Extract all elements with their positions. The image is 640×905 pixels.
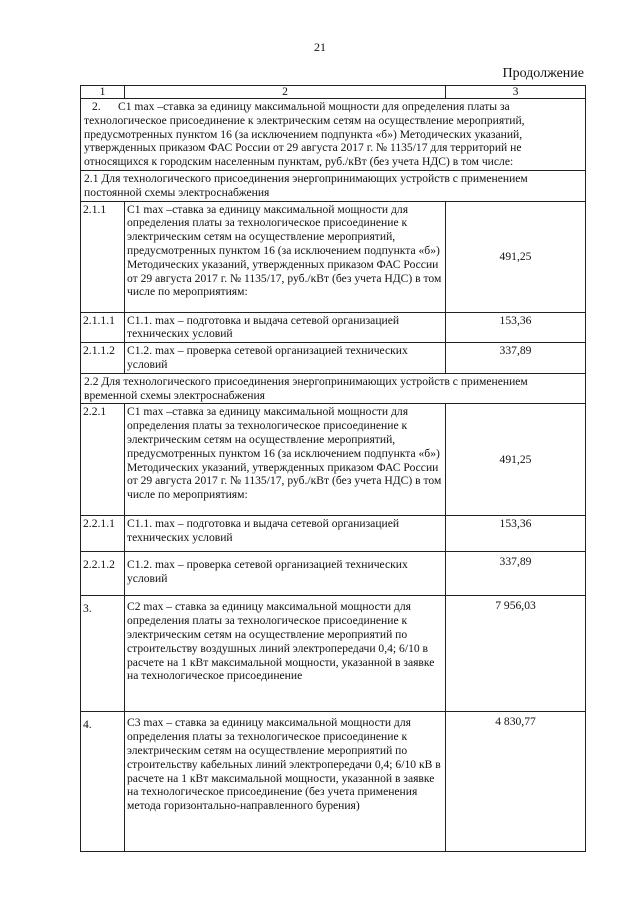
section-number: 2. [92, 100, 101, 113]
row-text: C2 max – ставка за единицу максимальной мощности для определения платы за технологическое присоединение к электрическим сетям на осуществление мероприятий по строительству воздушных линий электропередачи 0,4; 6/10 в расчете на 1 кВт максимальной мощности, указанной в заявке на технологическое присоединение [125, 596, 446, 712]
subsection-2-1-cell: 2.1 Для технологического присоединения энергопринимающих устройств с применением постоянной схемы электроснабжения [81, 170, 586, 201]
header-cell: 3 [446, 86, 586, 99]
row-text: C3 max – ставка за единицу максимальной мощности для определения платы за технологическое присоединение к электрическим сетям на осуществление мероприятий по строительству кабельных линий электропередачи 0,4; 6/10 кВ в расчете на 1 кВт максимальной мощности, указанной в заявке на технологическое присоединение (без учета применения метода горизонтально-направленного бурения) [125, 712, 446, 852]
row-text: C1.1. max – подготовка и выдача сетевой организацией технических условий [125, 516, 446, 552]
row-text: C1.2. max – проверка сетевой организацией технических условий [125, 552, 446, 596]
page-number: 21 [314, 40, 326, 54]
section-row [81, 99, 586, 171]
row-text: C1 max –ставка за единицу максимальной мощности для определения платы за технологическое присоединение к электрическим сетям на осуществление мероприятий, предусмотренных пунктом 16 (за исключением подпункта «б») Методических указаний, утвержденных приказом ФАС России от 29 августа 2017 г. № 1135/17, руб./кВт (без учета НДС) в том числе по мероприятиям: [125, 201, 446, 312]
row-text: C1.2. max – проверка сетевой организацией технических условий [125, 343, 446, 374]
row-text: C1.1. max – подготовка и выдача сетевой организацией технических условий [125, 312, 446, 343]
table-row [81, 404, 586, 516]
row-number: 2.2.1.2 [81, 552, 125, 596]
section-text: C1 max –ставка за единицу максимальной мощности для определения платы за технологическое присоединение к электрическим сетям на осуществление мероприятий, предусмотренных пунктом 16 (за исключением подпункта «б») Методических указаний, утвержденных приказом ФАС России от 29 августа 2017 г. № 1135/17 для территорий не относящихся к городским населенным пунктам, руб./кВт (без учета НДС) в том числе: [84, 100, 525, 169]
row-number: 2.2.1 [81, 404, 125, 516]
row-number: 2.1.1.2 [81, 343, 125, 374]
row-value: 337,89 [446, 343, 586, 374]
section-2-cell [81, 99, 586, 171]
row-number: 2.1.1.1 [81, 312, 125, 343]
subsection-2-2-cell: 2.2 Для технологического присоединения энергопринимающих устройств с применением временной схемы электроснабжения [81, 373, 586, 404]
row-value: 7 956,03 [446, 596, 586, 712]
continuation-label: Продолжение [502, 66, 584, 81]
row-value: 337,89 [446, 552, 586, 596]
row-number: 3. [81, 596, 125, 712]
row-value: 153,36 [446, 312, 586, 343]
row-value: 153,36 [446, 516, 586, 552]
row-number: 2.2.1.1 [81, 516, 125, 552]
table-row [81, 516, 586, 552]
header-cell: 2 [125, 86, 446, 99]
table-row [81, 343, 586, 374]
table-row [81, 312, 586, 343]
table-row [81, 712, 586, 852]
table-header-row [81, 86, 586, 99]
table-row [81, 552, 586, 596]
header-cell: 1 [81, 86, 125, 99]
row-value: 4 830,77 [446, 712, 586, 852]
tariff-table [80, 85, 586, 852]
table-row [81, 596, 586, 712]
row-value: 491,25 [446, 201, 586, 312]
subsection-row [81, 170, 586, 201]
row-number: 4. [81, 712, 125, 852]
subsection-row [81, 373, 586, 404]
row-text: C1 max –ставка за единицу максимальной мощности для определения платы за технологическое присоединение к электрическим сетям на осуществление мероприятий, предусмотренных пунктом 16 (за исключением подпункта «б») Методических указаний, утвержденных приказом ФАС России от 29 августа 2017 г. № 1135/17, руб./кВт (без учета НДС) в том числе по мероприятиям: [125, 404, 446, 516]
row-number: 2.1.1 [81, 201, 125, 312]
table-row [81, 201, 586, 312]
row-value: 491,25 [446, 404, 586, 516]
